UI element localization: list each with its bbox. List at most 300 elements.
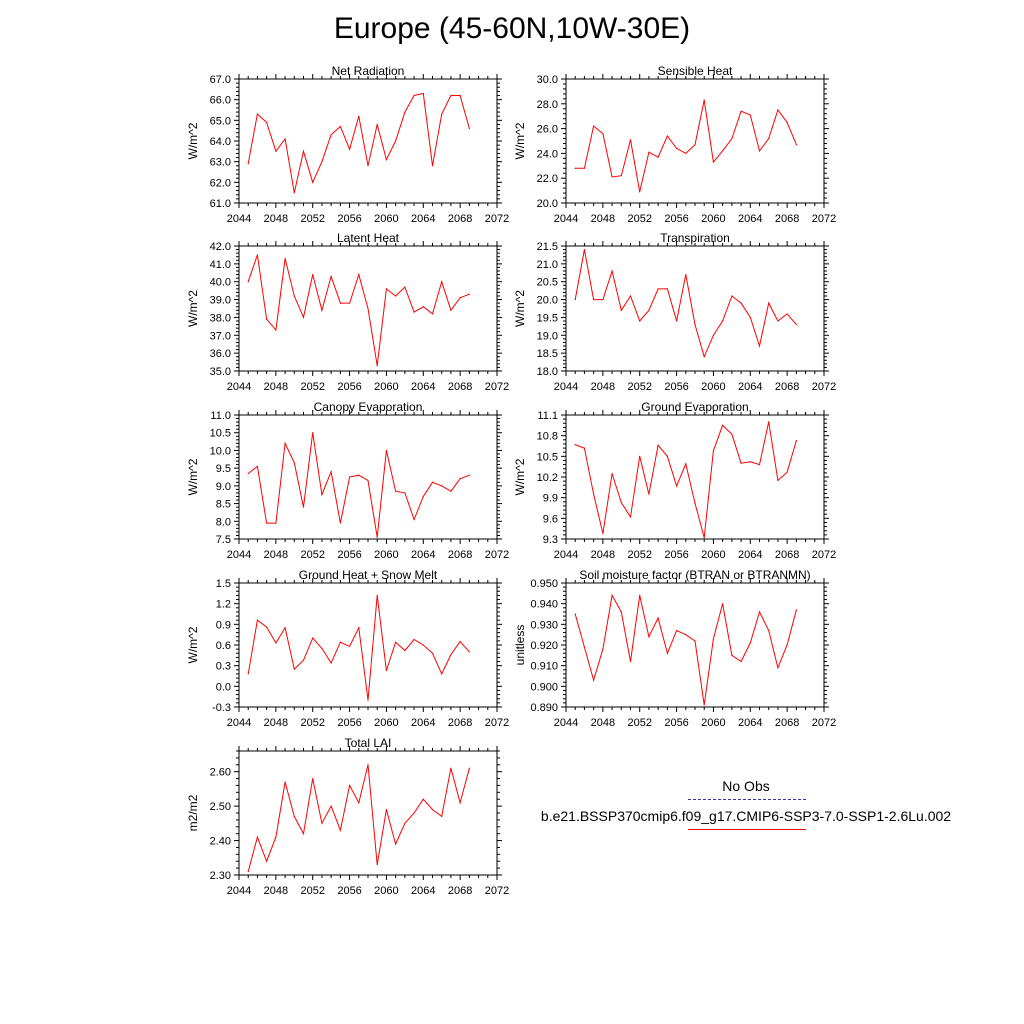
data-point xyxy=(331,471,332,472)
y-tick-label: 35.0 xyxy=(209,366,231,378)
x-tick-label: 2068 xyxy=(774,717,800,729)
chart-panel-1 xyxy=(186,64,509,225)
data-point xyxy=(685,153,686,154)
y-tick-label: 10.5 xyxy=(536,451,558,464)
data-point xyxy=(257,620,258,621)
y-tick-label: 0.890 xyxy=(530,702,558,714)
x-tick-label: 2068 xyxy=(447,549,473,561)
data-point xyxy=(575,299,576,300)
data-point xyxy=(685,274,686,275)
y-tick-label: 7.5 xyxy=(215,534,231,546)
data-point xyxy=(676,630,677,631)
data-point xyxy=(275,837,276,838)
y-tick-label: 18.0 xyxy=(536,366,558,378)
data-point xyxy=(266,522,267,523)
x-tick-label: 2072 xyxy=(484,213,510,225)
x-tick-label: 2044 xyxy=(226,213,252,225)
x-tick-label: 2052 xyxy=(300,885,325,897)
data-point xyxy=(349,476,350,477)
y-tick-label: 0.6 xyxy=(215,640,231,652)
x-tick-label: 2048 xyxy=(590,717,616,729)
chart-panel-2 xyxy=(513,64,836,225)
data-point xyxy=(367,700,368,701)
data-point xyxy=(441,114,442,115)
data-point xyxy=(294,462,295,463)
y-axis-label: W/m^2 xyxy=(513,290,527,327)
x-tick-label: 2064 xyxy=(738,549,763,561)
data-point xyxy=(713,638,714,639)
data-point xyxy=(413,519,414,520)
data-point xyxy=(694,324,695,325)
x-tick-label: 2068 xyxy=(774,213,800,225)
x-tick-label: 2064 xyxy=(738,717,763,729)
data-point xyxy=(694,144,695,145)
chart-title: Sensible Heat xyxy=(657,64,733,78)
data-point xyxy=(648,310,649,311)
y-axis-label: W/m^2 xyxy=(513,458,527,496)
x-tick-label: 2048 xyxy=(590,549,616,561)
data-point xyxy=(759,464,760,465)
data-point xyxy=(331,134,332,135)
x-tick-label: 2056 xyxy=(664,717,689,729)
x-tick-label: 2048 xyxy=(263,717,289,729)
data-point xyxy=(303,317,304,318)
data-point xyxy=(349,646,350,647)
data-point xyxy=(584,646,585,647)
chart-panel-8 xyxy=(513,568,836,729)
data-point xyxy=(750,642,751,643)
x-tick-label: 2060 xyxy=(374,717,399,729)
y-tick-label: 30.0 xyxy=(536,74,558,86)
data-point xyxy=(658,288,659,289)
data-point xyxy=(667,288,668,289)
data-point xyxy=(630,516,631,517)
y-tick-label: 0.910 xyxy=(530,660,558,673)
data-point xyxy=(367,480,368,481)
data-point xyxy=(630,295,631,296)
y-tick-label: 10.8 xyxy=(536,430,558,443)
data-point xyxy=(395,295,396,296)
data-point xyxy=(395,140,396,141)
data-point xyxy=(284,627,285,628)
data-point xyxy=(796,609,797,610)
y-tick-label: 0.900 xyxy=(530,681,558,694)
data-point xyxy=(358,802,359,803)
y-tick-label: 65.0 xyxy=(209,115,231,128)
chart-title: Latent Heat xyxy=(336,231,400,245)
x-tick-label: 2064 xyxy=(411,213,436,225)
data-point xyxy=(768,630,769,631)
data-point xyxy=(611,270,612,271)
plot-frame xyxy=(239,415,497,539)
x-tick-label: 2044 xyxy=(553,213,579,225)
chart-title: Transpiration xyxy=(660,231,730,245)
data-point xyxy=(460,95,461,96)
chart-title: Net Radiation xyxy=(331,64,405,78)
x-tick-label: 2060 xyxy=(701,213,726,225)
data-point xyxy=(248,673,249,674)
data-point xyxy=(441,816,442,817)
data-point xyxy=(294,192,295,193)
data-point xyxy=(584,249,585,250)
data-point xyxy=(469,294,470,295)
data-point xyxy=(676,485,677,486)
data-point xyxy=(248,871,249,872)
data-point xyxy=(740,661,741,662)
chart-panel-9 xyxy=(186,736,509,897)
data-point xyxy=(450,95,451,96)
data-point xyxy=(450,491,451,492)
y-tick-label: 10.5 xyxy=(209,427,231,440)
x-tick-label: 2044 xyxy=(553,381,579,393)
y-tick-label: 0.930 xyxy=(530,619,558,632)
y-tick-label: 2.50 xyxy=(209,801,231,814)
data-point xyxy=(575,444,576,445)
data-point xyxy=(386,670,387,671)
y-tick-label: 0.940 xyxy=(530,598,558,611)
data-point xyxy=(358,475,359,476)
y-tick-label: 26.0 xyxy=(536,123,558,136)
data-point xyxy=(441,673,442,674)
data-point xyxy=(340,522,341,523)
x-tick-label: 2068 xyxy=(774,549,800,561)
data-point xyxy=(759,611,760,612)
data-point xyxy=(377,365,378,366)
y-tick-label: 18.5 xyxy=(536,348,558,361)
data-point xyxy=(275,522,276,523)
data-point xyxy=(667,456,668,457)
x-tick-label: 2044 xyxy=(226,381,252,393)
y-tick-label: 62.0 xyxy=(209,177,231,190)
data-point xyxy=(349,149,350,150)
legend-obs-line xyxy=(688,799,806,800)
data-point xyxy=(460,641,461,642)
data-point xyxy=(602,299,603,300)
plot-frame xyxy=(566,583,824,707)
x-tick-label: 2044 xyxy=(226,717,252,729)
data-point xyxy=(648,494,649,495)
y-tick-label: 0.3 xyxy=(215,660,231,673)
y-axis-label: m2/m2 xyxy=(186,794,200,832)
data-point xyxy=(639,191,640,192)
data-point xyxy=(312,274,313,275)
data-point xyxy=(257,837,258,838)
data-point xyxy=(257,254,258,255)
y-tick-label: 20.5 xyxy=(536,276,558,289)
data-point xyxy=(777,320,778,321)
data-point xyxy=(602,133,603,134)
data-point xyxy=(621,502,622,503)
y-tick-label: 0.9 xyxy=(215,619,231,632)
x-tick-label: 2048 xyxy=(590,213,616,225)
x-tick-label: 2072 xyxy=(484,381,510,393)
data-point xyxy=(284,258,285,259)
x-tick-label: 2060 xyxy=(374,213,399,225)
data-point xyxy=(349,785,350,786)
y-tick-label: 8.5 xyxy=(215,498,231,511)
data-point xyxy=(275,642,276,643)
data-point xyxy=(611,473,612,474)
x-tick-label: 2068 xyxy=(447,381,473,393)
x-tick-label: 2060 xyxy=(701,717,726,729)
data-point xyxy=(584,168,585,169)
data-point xyxy=(404,823,405,824)
y-axis-label: W/m^2 xyxy=(513,122,527,160)
data-point xyxy=(312,182,313,183)
data-point xyxy=(413,812,414,813)
y-tick-label: 9.3 xyxy=(542,534,558,546)
y-tick-label: 8.0 xyxy=(215,516,231,529)
data-point xyxy=(248,163,249,164)
data-point xyxy=(704,704,705,705)
y-tick-label: 11.1 xyxy=(537,410,558,422)
y-tick-label: 0.950 xyxy=(530,578,558,590)
x-tick-label: 2072 xyxy=(811,381,837,393)
data-point xyxy=(432,165,433,166)
data-point xyxy=(386,159,387,160)
data-point xyxy=(367,165,368,166)
y-axis-label: unitless xyxy=(513,624,527,666)
data-point xyxy=(331,806,332,807)
x-tick-label: 2044 xyxy=(553,717,579,729)
data-point xyxy=(284,781,285,782)
data-point xyxy=(358,627,359,628)
data-point xyxy=(450,310,451,311)
x-tick-label: 2052 xyxy=(300,381,325,393)
data-point xyxy=(413,639,414,640)
y-tick-label: 38.0 xyxy=(209,312,231,325)
data-point xyxy=(787,313,788,314)
data-point xyxy=(321,494,322,495)
data-point xyxy=(284,138,285,139)
data-point xyxy=(602,533,603,534)
data-point xyxy=(593,299,594,300)
data-point xyxy=(658,157,659,158)
data-point xyxy=(450,768,451,769)
x-tick-label: 2072 xyxy=(811,549,837,561)
data-point xyxy=(248,473,249,474)
legend-obs-label: No Obs xyxy=(722,778,770,794)
x-tick-label: 2056 xyxy=(337,717,362,729)
legend-model-label: b.e21.BSSP370cmip6.f09_g17.CMIP6-SSP3-7.0-SSP1-2.6Lu.002 xyxy=(540,808,952,824)
data-point xyxy=(621,611,622,612)
data-point xyxy=(460,297,461,298)
data-point xyxy=(630,661,631,662)
data-point xyxy=(358,116,359,117)
data-point xyxy=(284,443,285,444)
y-tick-label: 20.0 xyxy=(536,198,558,210)
data-point xyxy=(404,111,405,112)
x-tick-label: 2056 xyxy=(337,381,362,393)
data-point xyxy=(321,310,322,311)
x-tick-label: 2060 xyxy=(374,381,399,393)
x-tick-label: 2056 xyxy=(337,549,362,561)
series-line xyxy=(248,765,469,872)
chart-title: Canopy Evaporation xyxy=(313,400,423,414)
data-point xyxy=(722,320,723,321)
data-point xyxy=(275,151,276,152)
data-point xyxy=(630,139,631,140)
data-point xyxy=(648,152,649,153)
y-tick-label: 61.0 xyxy=(209,198,231,210)
data-point xyxy=(349,303,350,304)
data-point xyxy=(303,151,304,152)
x-tick-label: 2044 xyxy=(226,549,252,561)
y-tick-label: 11.0 xyxy=(210,410,231,422)
data-point xyxy=(266,626,267,627)
y-tick-label: 9.6 xyxy=(542,513,558,526)
y-tick-label: 22.0 xyxy=(536,173,558,186)
data-point xyxy=(658,618,659,619)
data-point xyxy=(787,122,788,123)
data-point xyxy=(395,491,396,492)
data-point xyxy=(759,150,760,151)
x-tick-label: 2064 xyxy=(411,717,436,729)
data-point xyxy=(460,802,461,803)
data-point xyxy=(423,644,424,645)
data-point xyxy=(248,281,249,282)
chart-title: Soil moisture factor (BTRAN or BTRANMN) xyxy=(579,568,811,582)
data-point xyxy=(395,642,396,643)
data-point xyxy=(340,303,341,304)
x-tick-label: 2048 xyxy=(263,381,289,393)
data-point xyxy=(432,809,433,810)
y-tick-label: 28.0 xyxy=(536,98,558,111)
y-tick-label: 64.0 xyxy=(209,136,231,148)
data-point xyxy=(787,472,788,473)
x-tick-label: 2056 xyxy=(664,381,689,393)
data-point xyxy=(294,816,295,817)
data-point xyxy=(331,662,332,663)
series-line xyxy=(575,250,796,357)
y-tick-label: 10.2 xyxy=(536,472,558,484)
x-tick-label: 2044 xyxy=(226,885,252,897)
y-tick-label: 2.30 xyxy=(209,870,231,882)
data-point xyxy=(266,861,267,862)
x-tick-label: 2056 xyxy=(337,213,362,225)
data-point xyxy=(704,537,705,538)
data-point xyxy=(377,864,378,865)
data-point xyxy=(593,680,594,681)
series-line xyxy=(248,595,469,700)
chart-panel-3 xyxy=(186,231,509,393)
data-point xyxy=(386,809,387,810)
x-tick-label: 2072 xyxy=(484,717,510,729)
data-point xyxy=(321,161,322,162)
y-tick-label: 37.0 xyxy=(209,330,231,343)
data-point xyxy=(704,99,705,100)
x-tick-label: 2052 xyxy=(300,213,325,225)
chart-panel-7 xyxy=(186,568,509,729)
data-point xyxy=(621,310,622,311)
x-tick-label: 2064 xyxy=(738,381,763,393)
data-point xyxy=(676,320,677,321)
series-line xyxy=(248,255,469,366)
x-tick-label: 2072 xyxy=(484,885,510,897)
x-tick-label: 2060 xyxy=(701,549,726,561)
x-tick-label: 2056 xyxy=(664,213,689,225)
data-point xyxy=(639,595,640,596)
y-tick-label: 19.0 xyxy=(536,330,558,343)
data-point xyxy=(750,461,751,462)
data-point xyxy=(469,651,470,652)
y-tick-label: 24.0 xyxy=(536,148,558,161)
data-point xyxy=(796,324,797,325)
chart-title: Ground Evaporation xyxy=(641,400,749,414)
data-point xyxy=(611,176,612,177)
data-point xyxy=(432,482,433,483)
y-tick-label: 9.9 xyxy=(542,492,558,505)
data-point xyxy=(731,655,732,656)
data-point xyxy=(796,144,797,145)
data-point xyxy=(321,823,322,824)
data-point xyxy=(685,634,686,635)
x-tick-label: 2072 xyxy=(811,213,837,225)
x-tick-label: 2048 xyxy=(263,885,289,897)
data-point xyxy=(257,466,258,467)
data-point xyxy=(266,319,267,320)
data-point xyxy=(377,124,378,125)
data-point xyxy=(593,494,594,495)
y-tick-label: 39.0 xyxy=(209,294,231,307)
y-tick-label: 0.920 xyxy=(530,640,558,652)
data-point xyxy=(312,432,313,433)
data-point xyxy=(731,138,732,139)
y-axis-label: W/m^2 xyxy=(186,626,200,664)
data-point xyxy=(377,595,378,596)
data-point xyxy=(404,286,405,287)
y-tick-label: 10.0 xyxy=(209,445,231,458)
y-tick-label: 42.0 xyxy=(209,241,231,253)
data-point xyxy=(294,295,295,296)
data-point xyxy=(722,150,723,151)
x-tick-label: 2052 xyxy=(300,549,325,561)
chart-panel-4 xyxy=(513,231,836,393)
data-point xyxy=(340,830,341,831)
series-line xyxy=(248,433,469,538)
data-point xyxy=(460,478,461,479)
data-point xyxy=(441,485,442,486)
page-title: Europe (45-60N,10W-30E) xyxy=(333,12,691,45)
data-point xyxy=(648,636,649,637)
data-point xyxy=(340,126,341,127)
data-point xyxy=(377,537,378,538)
data-point xyxy=(777,667,778,668)
x-tick-label: 2064 xyxy=(411,381,436,393)
x-tick-label: 2052 xyxy=(300,717,325,729)
y-tick-label: 2.60 xyxy=(209,766,231,779)
y-axis-label: W/m^2 xyxy=(186,290,200,327)
x-tick-label: 2052 xyxy=(627,549,652,561)
y-tick-label: 9.5 xyxy=(215,463,231,476)
data-point xyxy=(423,93,424,94)
data-point xyxy=(602,649,603,650)
data-point xyxy=(676,148,677,149)
data-point xyxy=(621,175,622,176)
y-tick-label: 67.0 xyxy=(209,74,231,86)
data-point xyxy=(303,507,304,508)
data-point xyxy=(404,492,405,493)
y-tick-label: 20.0 xyxy=(536,294,558,307)
x-tick-label: 2056 xyxy=(664,549,689,561)
data-point xyxy=(639,456,640,457)
data-point xyxy=(694,503,695,504)
data-point xyxy=(423,799,424,800)
data-point xyxy=(358,274,359,275)
data-point xyxy=(423,496,424,497)
data-point xyxy=(312,778,313,779)
data-point xyxy=(386,288,387,289)
